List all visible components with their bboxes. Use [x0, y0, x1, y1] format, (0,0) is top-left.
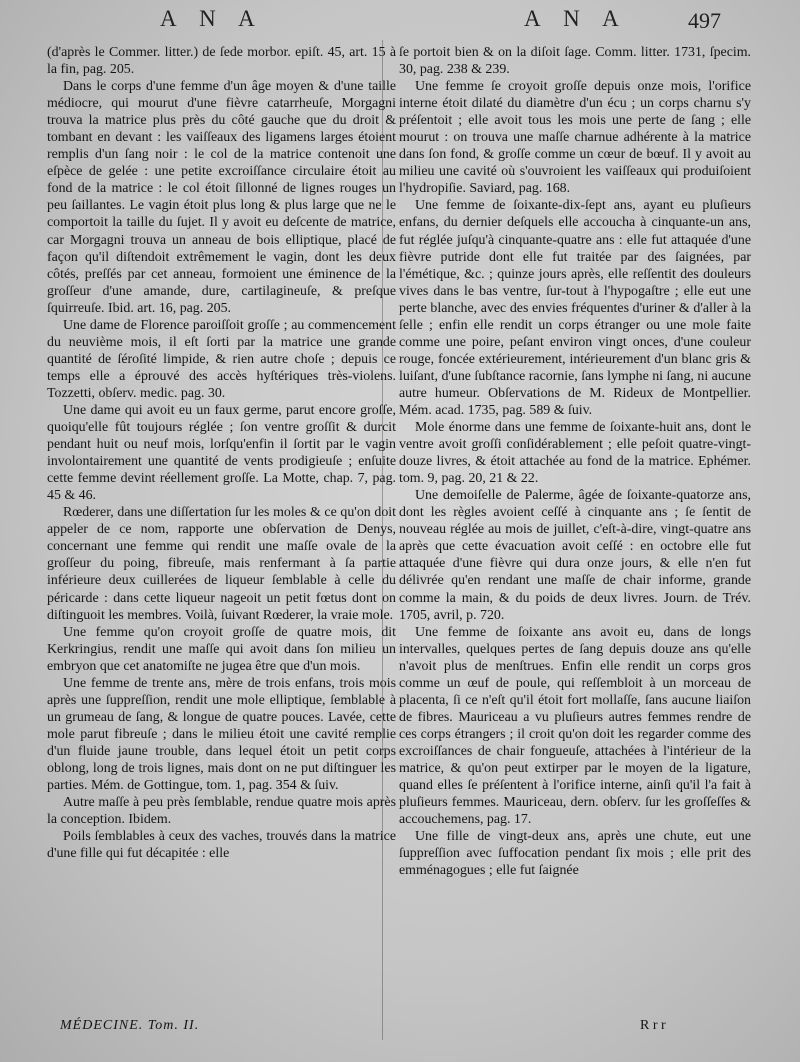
paragraph: Autre maſſe à peu près ſemblable, rendue quatre mois après la conception. Ibidem.: [47, 795, 396, 828]
paragraph: Une femme qu'on croyoit groſſe de quatre mois, dit Kerkringius, rendit une maſſe qui avoit dans ſon milieu un embryon que cet anatomiſte ne jugea être que d'un mois.: [47, 624, 396, 674]
paragraph: Une fille de vingt-deux ans, après une chute, eut une ſuppreſſion avec ſuffocation pendant ſix mois ; elle prit des emménagogues ; elle fut ſaignée: [399, 829, 751, 879]
paragraph: Une femme de ſoixante ans avoit eu, dans de longs intervalles, quelques pertes de ſang depuis douze ans qu'elle n'avoit plus de menſtrues. Enfin elle rendit un corps gros comme un œuf de poule, qui reſſembloit à un morceau de placenta, ſi ce n'eſt qu'il étoit fort mollaſſe, ſans aucune liaiſon de fibres. Mauriceau a vu pluſieurs autres femmes rendre de ces corps étrangers ; il croit qu'on doit les regarder comme des excroiſſances de chair fongueuſe, attachées à l'intérieur de la matrice, & qu'on peut extirper par le moyen de la ligature, quand elles ſe préſentent à l'orifice interne, ainſi qu'il l'a fait à pluſieurs femmes. Mauriceau, dern. obſerv. ſur les groſſeſſes & accouchemens, pag. 17.: [399, 624, 751, 828]
running-head-right: A N A: [524, 6, 628, 31]
paragraph: Mole énorme dans une femme de ſoixante-huit ans, dont le ventre avoit groſſi conſidérablement ; elle peſoit quatre-vingt-douze livres, & étoit attachée au fond de la matrice. Ephémer. tom. 9, pag. 20, 21 & 22.: [399, 420, 751, 487]
right-text-column: [399, 44, 751, 879]
paragraph: Une demoiſelle de Palerme, âgée de ſoixante-quatorze ans, dont les règles avoient ceſſé à cinquante ans ; ſe ſentit de nouveau réglée au mois de juillet, c'eſt-à-dire, vingt-quatre ans après que cette évacuation avoit ceſſé : en octobre elle fut attaquée d'une fièvre qui dura onze jours, & elle n'en fut délivrée qu'en rendant une maſſe de chair informe, grande comme la main, & du poids de deux livres. Journ. de Trév. 1705, avril, p. 720.: [399, 488, 751, 623]
paragraph: Dans le corps d'une femme d'un âge moyen & d'une taille médiocre, qui mourut d'une fièvre catarrheuſe, Morgagni trouva la matrice plus près du côté gauche que du droit & tombant en devant : les vaiſſeaux des ligamens larges étoient remplis d'un ſang noir : le col de la matrice contenoit une eſpèce de gelée : une petite excroiſſance circulaire étoit au fond de la matrice : le col étoit ſillonné de lignes rouges un peu ſaillantes. Le vagin étoit plus long & plus large que ne le comportoit la taille du ſujet. Il y avoit eu deſcente de matrice, car Morgagni trouva un anneau de bois elliptique, placé de façon qu'il diſtendoit extrêmement le vagin, dont les deux côtés, preſſés par cet anneau, formoient une éminence de la groſſeur d'une amande, dure, cartilagineuſe, & preſque ſquirreuſe. Ibid. art. 16, pag. 205.: [47, 79, 396, 316]
paragraph: Rœderer, dans une diſſertation ſur les moles & ce qu'on doit appeler de ce nom, rapporte une obſervation de Denys, concernant une femme qui rendit une maſſe ovale de la groſſeur du poing, fibreuſe, mais renfermant à ſa partie inférieure deux cuillerées de liqueur ſemblable à celle du péricarde : dans cette liqueur nageoit un petit fœtus dont on diſtinguoit les membres. Voilà, ſuivant Rœderer, la vraie mole.: [47, 505, 396, 623]
footer-signature-mark: R r r: [640, 1018, 666, 1033]
paragraph: Une femme de trente ans, mère de trois enfans, trois mois après une ſuppreſſion, rendit une mole elliptique, ſemblable à un grumeau de ſang, & longue de quatre pouces. Lavée, cette mole parut fibreuſe ; dans le milieu étoit une cavité remplie d'un fluide jaune trouble, dans lequel étoit un petit corps oblong, long de trois lignes, mais dont on ne put diſtinguer les parties. Mém. de Gottingue, tom. 1, pag. 354 & ſuiv.: [47, 675, 396, 794]
running-head-left: A N A: [160, 6, 264, 31]
paragraph: ſe portoit bien & on la diſoit ſage. Comm. litter. 1731, ſpecim. 30, pag. 238 & 239.: [399, 45, 751, 78]
paragraph: Une femme ſe croyoit groſſe depuis onze mois, l'orifice interne étoit dilaté du diamètre d'un écu ; un corps charnu s'y préſentoit ; elle avoit tous les mois une perte de ſang ; elle mourut : on trouva une maſſe charnue adhérente à la matrice dans ſon fond, & groſſe comme un cœur de bœuf. Il y avoit au milieu une cavité où s'ouvroient les vaiſſeaux qui produiſoient l'hydropiſie. Saviard, pag. 168.: [399, 79, 751, 197]
paragraph: Une femme de ſoixante-dix-ſept ans, ayant eu pluſieurs enfans, du dernier deſquels elle accoucha à cinquante-un ans, fut réglée juſqu'à cinquante-quatre ans : elle fut attaquée d'une fièvre putride dont elle fut traitée par des ſaignées, par l'émétique, &c. ; quinze jours après, elle reſſentit des douleurs vives dans le bas ventre, ſur-tout à l'hypogaſtre ; elle eut une perte blanche, avec des envies fréquentes d'uriner & d'aller à la ſelle ; enfin elle rendit un corps étranger ou une mole faite comme une poire, peſant environ vingt onces, d'une couleur rouge, foncée extérieurement, intérieurement d'un blanc gris & luiſant, d'une ſubſtance racornie, ſans lymphe ni ſang, ni aucune autre humeur. Obſervations de M. Rideux de Montpellier. Mém. acad. 1735, pag. 589 & ſuiv.: [399, 198, 751, 418]
paragraph: Une dame de Florence paroiſſoit groſſe ; au commencement du neuvième mois, il eſt ſorti par la matrice une grande quantité de ſéroſité limpide, & rien autre choſe ; depuis ce temps elle a éprouvé des accès hyſtériques très-violens. Tozzetti, obſerv. medic. pag. 30.: [47, 317, 396, 401]
left-text-column: [47, 44, 396, 862]
paragraph: Poils ſemblables à ceux des vaches, trouvés dans la matrice d'une fille qui fut décapitée : elle: [47, 829, 396, 862]
footer-volume-line: MÉDECINE. Tom. II.: [60, 1018, 200, 1033]
page-number: 497: [688, 8, 721, 33]
paragraph: Une dame qui avoit eu un faux germe, parut encore groſſe, quoiqu'elle fût toujours réglée ; ſon ventre groſſit & durcit pendant huit ou neuf mois, lorſqu'enfin il ſortit par le vagin involontairement une quantité de vents prodigieuſe ; enſuite cette femme devint réellement groſſe. La Motte, chap. 7, pag. 45 & 46.: [47, 402, 396, 504]
column-divider: [382, 40, 383, 1040]
paragraph: (d'après le Commer. litter.) de ſede morbor. epiſt. 45, art. 15 à la fin, pag. 205.: [47, 45, 396, 78]
